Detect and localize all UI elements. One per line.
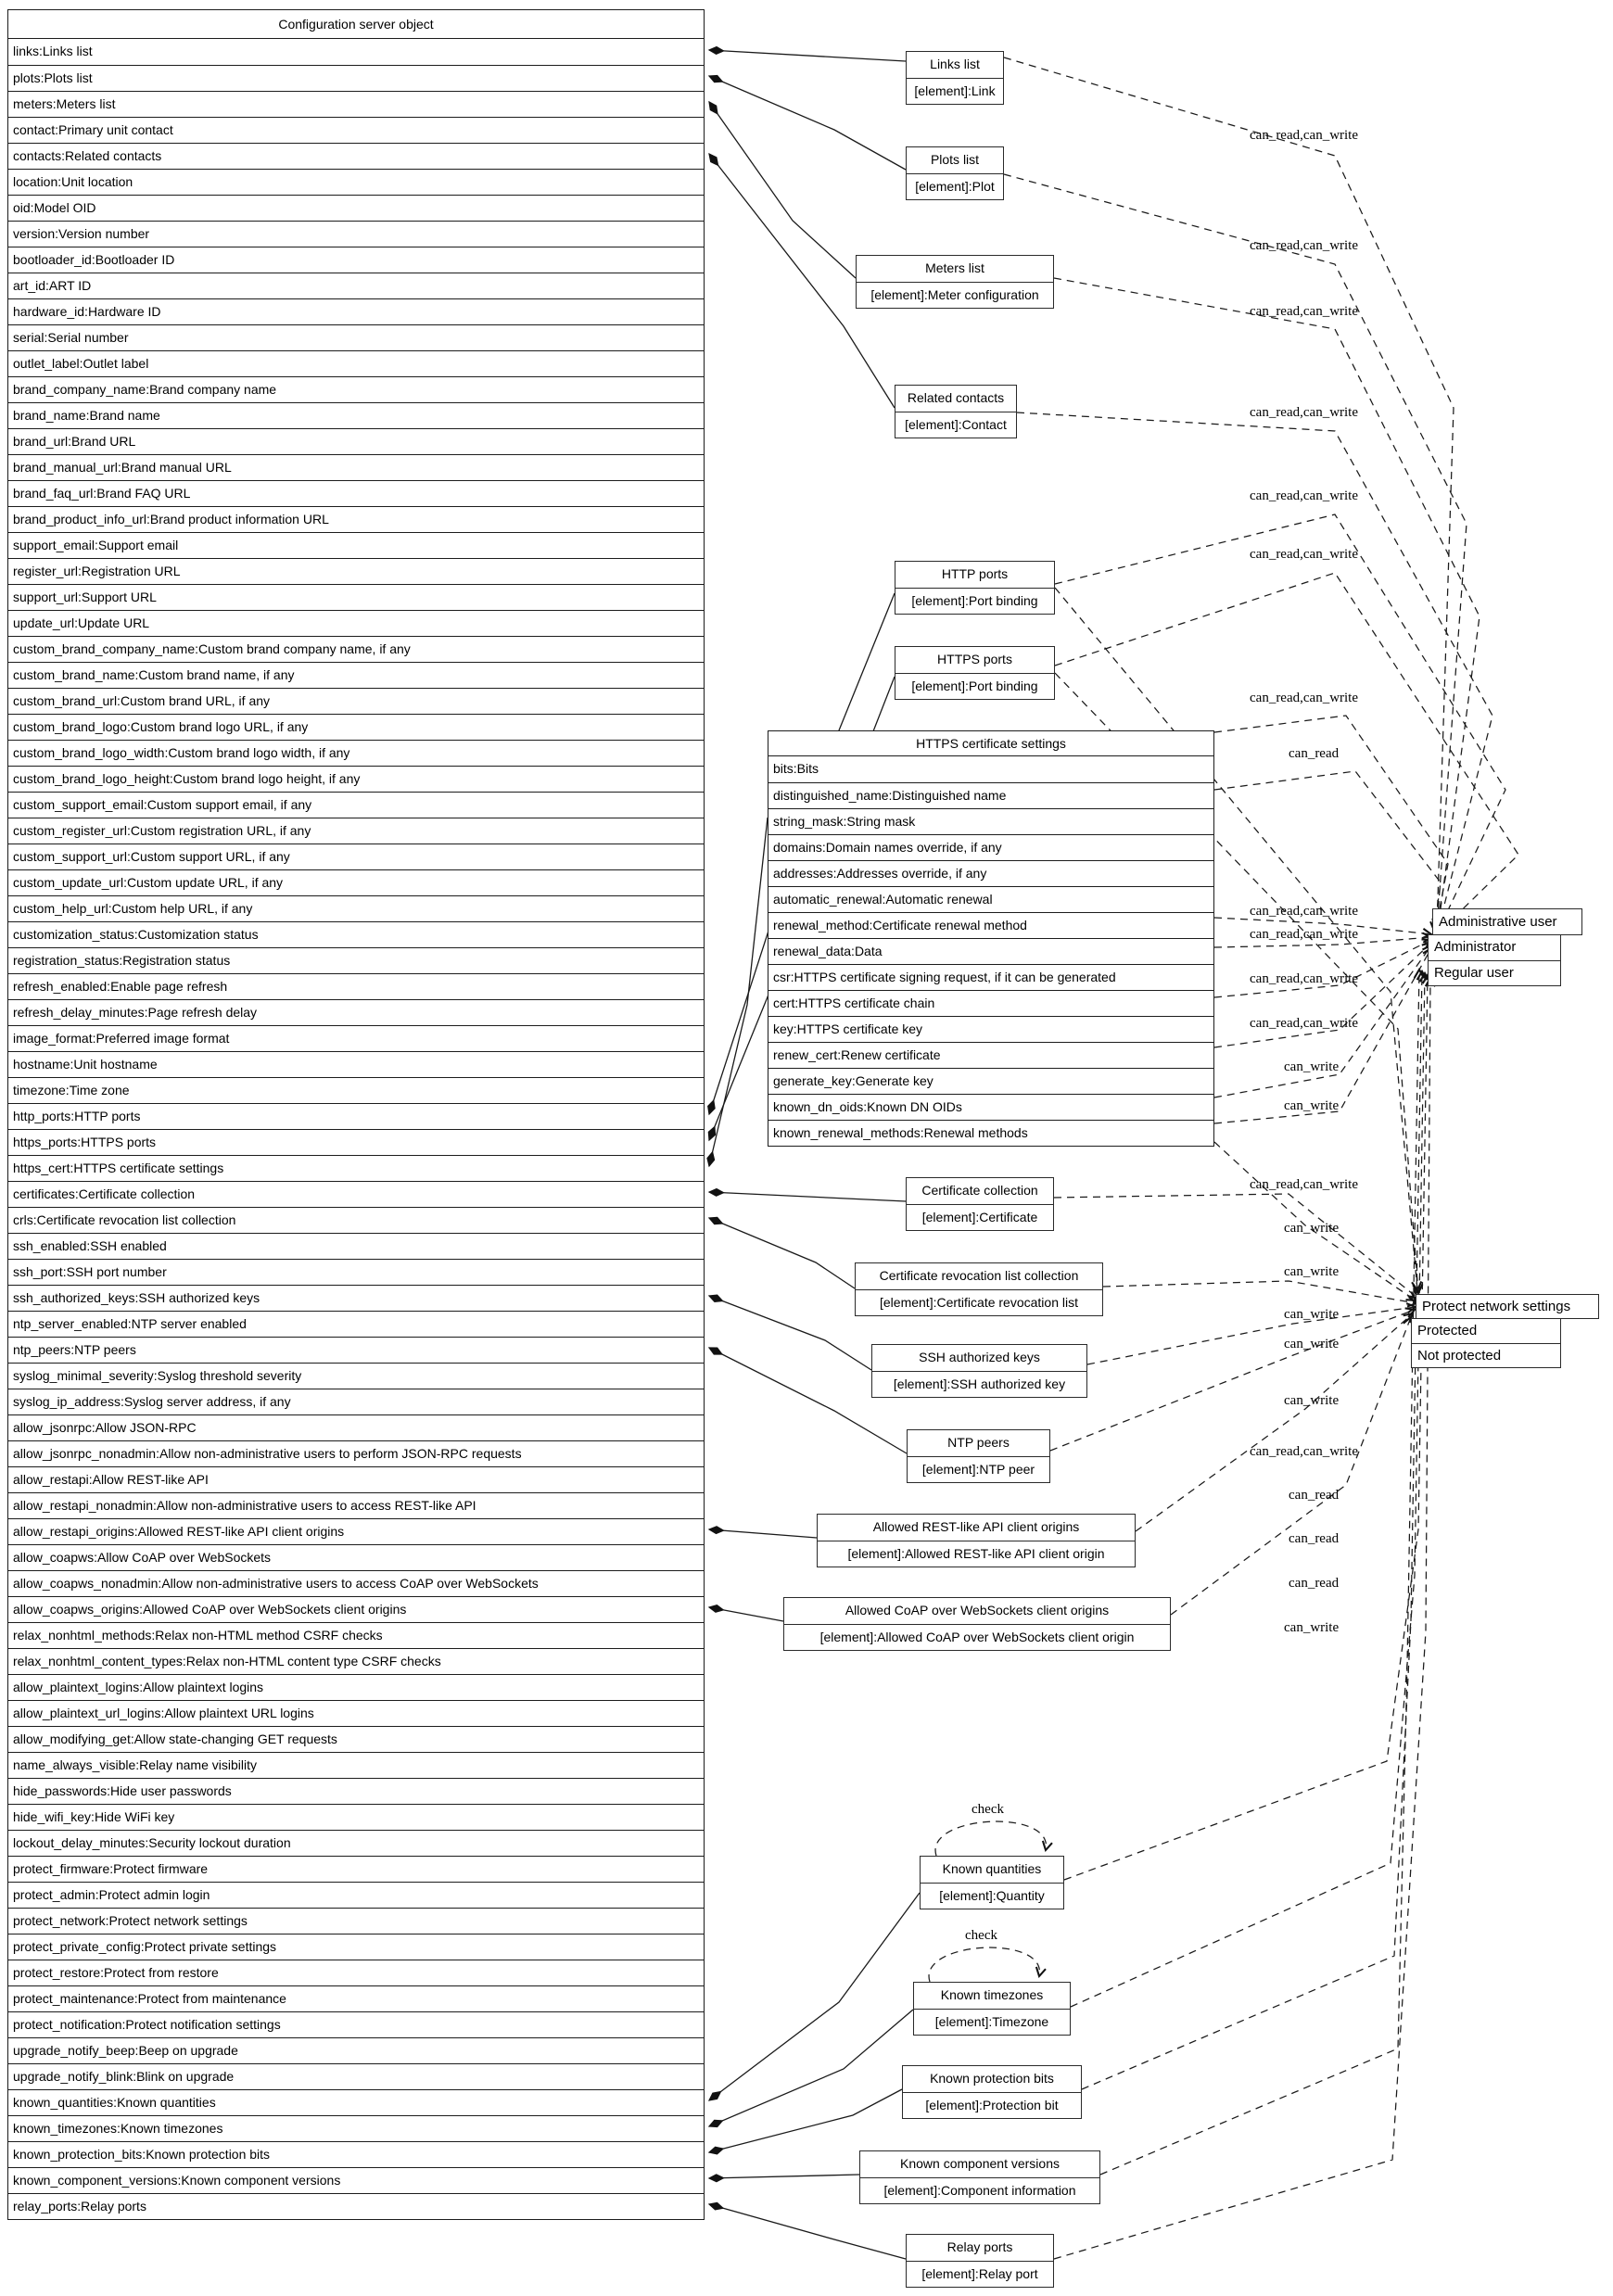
attribute-row: relay_ports:Relay ports [8,2193,704,2219]
attribute-row: hostname:Unit hostname [8,1051,704,1077]
attribute-row: location:Unit location [8,169,704,195]
attribute-row: known_component_versions:Known component versions [8,2167,704,2193]
attribute-row: allow_coapws:Allow CoAP over WebSockets [8,1544,704,1570]
attribute-row: brand_url:Brand URL [8,428,704,454]
composition-edge-crls [709,1218,855,1288]
node-element: [element]:Port binding [911,679,1038,693]
edge-label: can_read,can_write [1250,488,1359,503]
attribute-row: art_id:ART ID [8,273,704,298]
attribute-row: custom_support_url:Custom support URL, if any [8,844,704,869]
attribute-row: outlet_label:Outlet label [8,350,704,376]
node-element: [element]:Contact [905,417,1007,432]
node-element: [element]:Allowed CoAP over WebSockets client origin [819,1630,1135,1644]
node-title: Known protection bits [903,2066,1081,2093]
attribute-row: cert:HTTPS certificate chain [768,990,1213,1016]
attribute-row: certificates:Certificate collection [8,1181,704,1207]
attribute-row: brand_faq_url:Brand FAQ URL [8,480,704,506]
attribute-row: ntp_peers:NTP peers [8,1337,704,1363]
composition-edge-known-timezones [709,2010,913,2126]
edge-label: can_read,can_write [1250,971,1359,986]
edge-label: can_read,can_write [1250,405,1359,420]
attribute-row: custom_brand_logo_width:Custom brand logo width, if any [8,740,704,766]
node-http-ports [895,561,1055,615]
node-ntp-peers [907,1429,1050,1483]
attribute-rows [8,39,704,2219]
edge-label: can_read,can_write [1250,238,1359,253]
class-title: HTTPS certificate settings [768,731,1213,756]
node-element: [element]:Timezone [934,2014,1049,2029]
edge-label: can_write [1284,1098,1340,1113]
attribute-row: automatic_renewal:Automatic renewal [768,886,1213,912]
attribute-row: custom_brand_logo_height:Custom brand logo height, if any [8,766,704,792]
node-https-ports [895,646,1055,700]
attribute-row: plots:Plots list [8,65,704,91]
attribute-row: register_url:Registration URL [8,558,704,584]
node-title: Related contacts [895,386,1016,412]
edge-label: can_read,can_write [1250,547,1359,562]
option-regular-user: Regular user [1429,960,1560,985]
edge-label: can_read [1289,1488,1340,1503]
attribute-row: allow_restapi:Allow REST-like API [8,1466,704,1492]
attribute-row: protect_network:Protect network settings [8,1908,704,1934]
edge-label: can_read,can_write [1250,1177,1359,1192]
attribute-row: csr:HTTPS certificate signing request, if it can be generated [768,964,1213,990]
attribute-row: image_format:Preferred image format [8,1025,704,1051]
attribute-row: bits:Bits [773,761,819,776]
protect-network-settings-options [1411,1318,1561,1368]
attribute-row: hide_passwords:Hide user passwords [8,1778,704,1804]
node-title: Plots list [907,147,1003,174]
edge-label: can_read,can_write [1250,1444,1359,1459]
node-element: [element]:Link [914,83,996,98]
attribute-row: refresh_delay_minutes:Page refresh delay [8,999,704,1025]
edge-label: can_write [1284,1337,1340,1351]
composition-edge-known-quantities [709,1893,920,2100]
node-element: [element]:Protection bit [925,2098,1059,2112]
attribute-row: crls:Certificate revocation list collection [8,1207,704,1233]
attribute-row: oid:Model OID [8,195,704,221]
attribute-row: custom_brand_logo:Custom brand logo URL, if any [8,714,704,740]
attribute-row: known_quantities:Known quantities [8,2089,704,2115]
permission-edges [929,57,1518,2259]
attribute-row: key:HTTPS certificate key [768,1016,1213,1042]
node-title: Known quantities [921,1857,1063,1884]
node-ssh-authorized-keys [871,1344,1087,1398]
attribute-row: refresh_enabled:Enable page refresh [8,973,704,999]
attribute-rows [768,756,1213,1146]
https-certificate-settings-class [768,730,1214,1147]
attribute-row: allow_plaintext_logins:Allow plaintext logins [8,1674,704,1700]
attribute-row: distinguished_name:Distinguished name [768,782,1213,808]
composition-edge-known-component-versions [709,2175,859,2178]
node-element: [element]:Quantity [939,1888,1045,1903]
attribute-row: http_ports:HTTP ports [8,1103,704,1129]
attribute-row: brand_company_name:Brand company name [8,376,704,402]
attribute-row: renew_cert:Renew certificate [768,1042,1213,1068]
edge-label: can_read [1289,1531,1340,1546]
attribute-row: known_dn_oids:Known DN OIDs [768,1094,1213,1120]
edge-label: can_write [1284,1059,1340,1074]
attribute-row: custom_update_url:Custom update URL, if any [8,869,704,895]
attribute-row: ssh_enabled:SSH enabled [8,1233,704,1259]
node-title: Allowed REST-like API client origins [818,1515,1135,1541]
permission-edge [1087,1307,1416,1364]
node-plots-list [906,146,1004,200]
attribute-row: links:Links list [13,44,93,58]
edge-label: can_read,can_write [1250,691,1359,705]
edge-label: can_write [1284,1307,1340,1322]
attribute-row: customization_status:Customization status [8,921,704,947]
node-coapws-origins [783,1597,1171,1651]
node-element: [element]:Component information [883,2183,1076,2198]
attribute-row: known_renewal_methods:Renewal methods [768,1120,1213,1146]
attribute-row: custom_help_url:Custom help URL, if any [8,895,704,921]
attribute-row: syslog_minimal_severity:Syslog threshold severity [8,1363,704,1389]
attribute-row: protect_notification:Protect notification settings [8,2011,704,2037]
self-loop-known-timezones [929,1947,1039,1982]
attribute-row: serial:Serial number [8,324,704,350]
attribute-row: timezone:Time zone [8,1077,704,1103]
attribute-row: meters:Meters list [8,91,704,117]
node-title: Meters list [857,256,1053,283]
node-title: Certificate collection [907,1178,1053,1205]
node-known-component-versions [859,2150,1100,2204]
attribute-row: version:Version number [8,221,704,247]
attribute-row: known_timezones:Known timezones [8,2115,704,2141]
attribute-row: upgrade_notify_blink:Blink on upgrade [8,2063,704,2089]
option-administrator: Administrator [1434,939,1517,955]
attribute-row: ssh_authorized_keys:SSH authorized keys [8,1285,704,1311]
edge-label: can_read,can_write [1250,904,1359,919]
node-restapi-origins [817,1514,1136,1567]
attribute-row: brand_name:Brand name [8,402,704,428]
node-element: [element]:Certificate revocation list [880,1295,1078,1310]
attribute-row: contact:Primary unit contact [8,117,704,143]
permission-edge [1214,940,1431,997]
composition-edge-plots [709,76,906,170]
attribute-row: domains:Domain names override, if any [768,834,1213,860]
permission-edge [1214,943,1431,1047]
edge-label: can_write [1284,1221,1340,1236]
node-element: [element]:SSH authorized key [893,1376,1066,1391]
check-label-known-timezones: check [965,1928,997,1943]
node-related-contacts [895,385,1017,438]
edge-label: can_read [1289,1576,1340,1591]
node-title: Relay ports [907,2235,1053,2262]
self-loop-known-quantities [935,1821,1046,1856]
node-known-quantities [920,1856,1064,1909]
attribute-row: contacts:Related contacts [8,143,704,169]
attribute-row: support_email:Support email [8,532,704,558]
node-title: Known timezones [914,1983,1070,2010]
attribute-row: custom_brand_name:Custom brand name, if any [8,662,704,688]
permission-edge [1100,970,1419,2175]
attribute-row: update_url:Update URL [8,610,704,636]
attribute-row: custom_brand_url:Custom brand URL, if any [8,688,704,714]
composition-edge-coapws-origins [709,1607,783,1621]
node-title: NTP peers [908,1430,1049,1457]
attribute-row: upgrade_notify_beep:Beep on upgrade [8,2037,704,2063]
administrative-user-options [1428,934,1561,986]
node-known-protection-bits [902,2065,1082,2119]
attribute-row: relax_nonhtml_methods:Relax non-HTML method CSRF checks [8,1622,704,1648]
node-certificate-collection [906,1177,1054,1231]
node-meters-list [856,255,1054,309]
attribute-row: allow_jsonrpc_nonadmin:Allow non-administrative users to perform JSON-RPC requests [8,1440,704,1466]
attribute-row: protect_admin:Protect admin login [8,1882,704,1908]
node-relay-ports [906,2234,1054,2288]
permission-edge [1103,1281,1416,1303]
node-element: [element]:Relay port [921,2266,1038,2281]
node-element: [element]:Port binding [911,593,1038,608]
attribute-row: ntp_server_enabled:NTP server enabled [8,1311,704,1337]
attribute-row: known_protection_bits:Known protection bits [8,2141,704,2167]
composition-edge-meters [709,102,856,278]
node-links-list [906,51,1004,105]
attribute-row: name_always_visible:Relay name visibility [8,1752,704,1778]
attribute-row: syslog_ip_address:Syslog server address, if any [8,1389,704,1414]
attribute-row: ssh_port:SSH port number [8,1259,704,1285]
composition-edge-links [709,50,906,61]
attribute-row: brand_product_info_url:Brand product information URL [8,506,704,532]
edge-label: can_read,can_write [1250,927,1359,942]
attribute-row: custom_support_email:Custom support email, if any [8,792,704,818]
node-element: [element]:NTP peer [921,1462,1035,1477]
attribute-row: protect_firmware:Protect firmware [8,1856,704,1882]
attribute-row: custom_brand_company_name:Custom brand company name, if any [8,636,704,662]
edge-label: can_read,can_write [1250,304,1359,319]
node-crl-collection [855,1262,1103,1316]
attribute-row: protect_restore:Protect from restore [8,1960,704,1985]
option-not-protected: Not protected [1412,1343,1560,1367]
composition-edge-known-protection-bits [709,2089,902,2152]
attribute-row: allow_coapws_nonadmin:Allow non-administrative users to access CoAP over WebSockets [8,1570,704,1596]
attribute-row: lockout_delay_minutes:Security lockout duration [8,1830,704,1856]
attribute-row: string_mask:String mask [768,808,1213,834]
edge-label: can_write [1284,1620,1340,1635]
node-title: Certificate revocation list collection [856,1263,1102,1290]
node-title: HTTPS ports [895,647,1054,674]
attribute-row: renewal_method:Certificate renewal method [768,912,1213,938]
composition-edge-ssh-keys [709,1296,871,1370]
node-title: SSH authorized keys [872,1345,1086,1372]
composition-edge-certificates [709,1192,906,1201]
attribute-row: relax_nonhtml_content_types:Relax non-HTML content type CSRF checks [8,1648,704,1674]
composition-edge-restapi-origins [709,1529,817,1538]
attribute-row: protect_maintenance:Protect from maintenance [8,1985,704,2011]
edge-label: can_read,can_write [1250,1016,1359,1031]
edge-label: can_read [1289,746,1340,761]
node-title: Known component versions [860,2151,1099,2178]
configuration-server-object-class [7,9,705,2220]
attribute-row: generate_key:Generate key [768,1068,1213,1094]
administrative-user-node: Administrative user [1432,908,1582,935]
composition-edges [709,50,920,2259]
attribute-row: bootloader_id:Bootloader ID [8,247,704,273]
attribute-row: allow_jsonrpc:Allow JSON-RPC [8,1414,704,1440]
attribute-row: custom_register_url:Custom registration URL, if any [8,818,704,844]
edge-label: can_read,can_write [1250,128,1359,143]
attribute-row: allow_restapi_nonadmin:Allow non-administrative users to access REST-like API [8,1492,704,1518]
attribute-row: https_cert:HTTPS certificate settings [8,1155,704,1181]
attribute-row: allow_plaintext_url_logins:Allow plaintext URL logins [8,1700,704,1726]
attribute-row: addresses:Addresses override, if any [768,860,1213,886]
composition-edge-https-cert [709,818,768,1166]
node-element: [element]:Meter configuration [870,287,1039,302]
edge-label: can_write [1284,1393,1340,1408]
permission-edge [1050,1310,1415,1451]
node-title: HTTP ports [895,562,1054,589]
attribute-row: https_ports:HTTPS ports [8,1129,704,1155]
node-known-timezones [913,1982,1071,2036]
attribute-row: hide_wifi_key:Hide WiFi key [8,1804,704,1830]
protect-network-settings-node: Protect network settings [1416,1294,1599,1319]
attribute-row: allow_restapi_origins:Allowed REST-like API client origins [8,1518,704,1544]
attribute-row: allow_modifying_get:Allow state-changing GET requests [8,1726,704,1752]
class-title: Configuration server object [8,10,704,39]
composition-edge-relay-ports [709,2204,906,2259]
attribute-row: hardware_id:Hardware ID [8,298,704,324]
node-element: [element]:Allowed REST-like API client origin [847,1546,1105,1561]
node-element: [element]:Certificate [921,1210,1038,1224]
node-title: Links list [907,52,1003,79]
attribute-row: registration_status:Registration status [8,947,704,973]
attribute-row: allow_coapws_origins:Allowed CoAP over WebSockets client origins [8,1596,704,1622]
attribute-row: renewal_data:Data [768,938,1213,964]
attribute-row: support_url:Support URL [8,584,704,610]
check-label-known-quantities: check [972,1802,1004,1817]
option-protected: Protected [1417,1323,1478,1338]
edge-label: can_write [1284,1264,1340,1279]
node-title: Allowed CoAP over WebSockets client origins [784,1598,1170,1625]
attribute-row: protect_private_config:Protect private settings [8,1934,704,1960]
node-element: [element]:Plot [915,179,995,194]
attribute-row: brand_manual_url:Brand manual URL [8,454,704,480]
permission-edge [1171,1317,1411,1615]
